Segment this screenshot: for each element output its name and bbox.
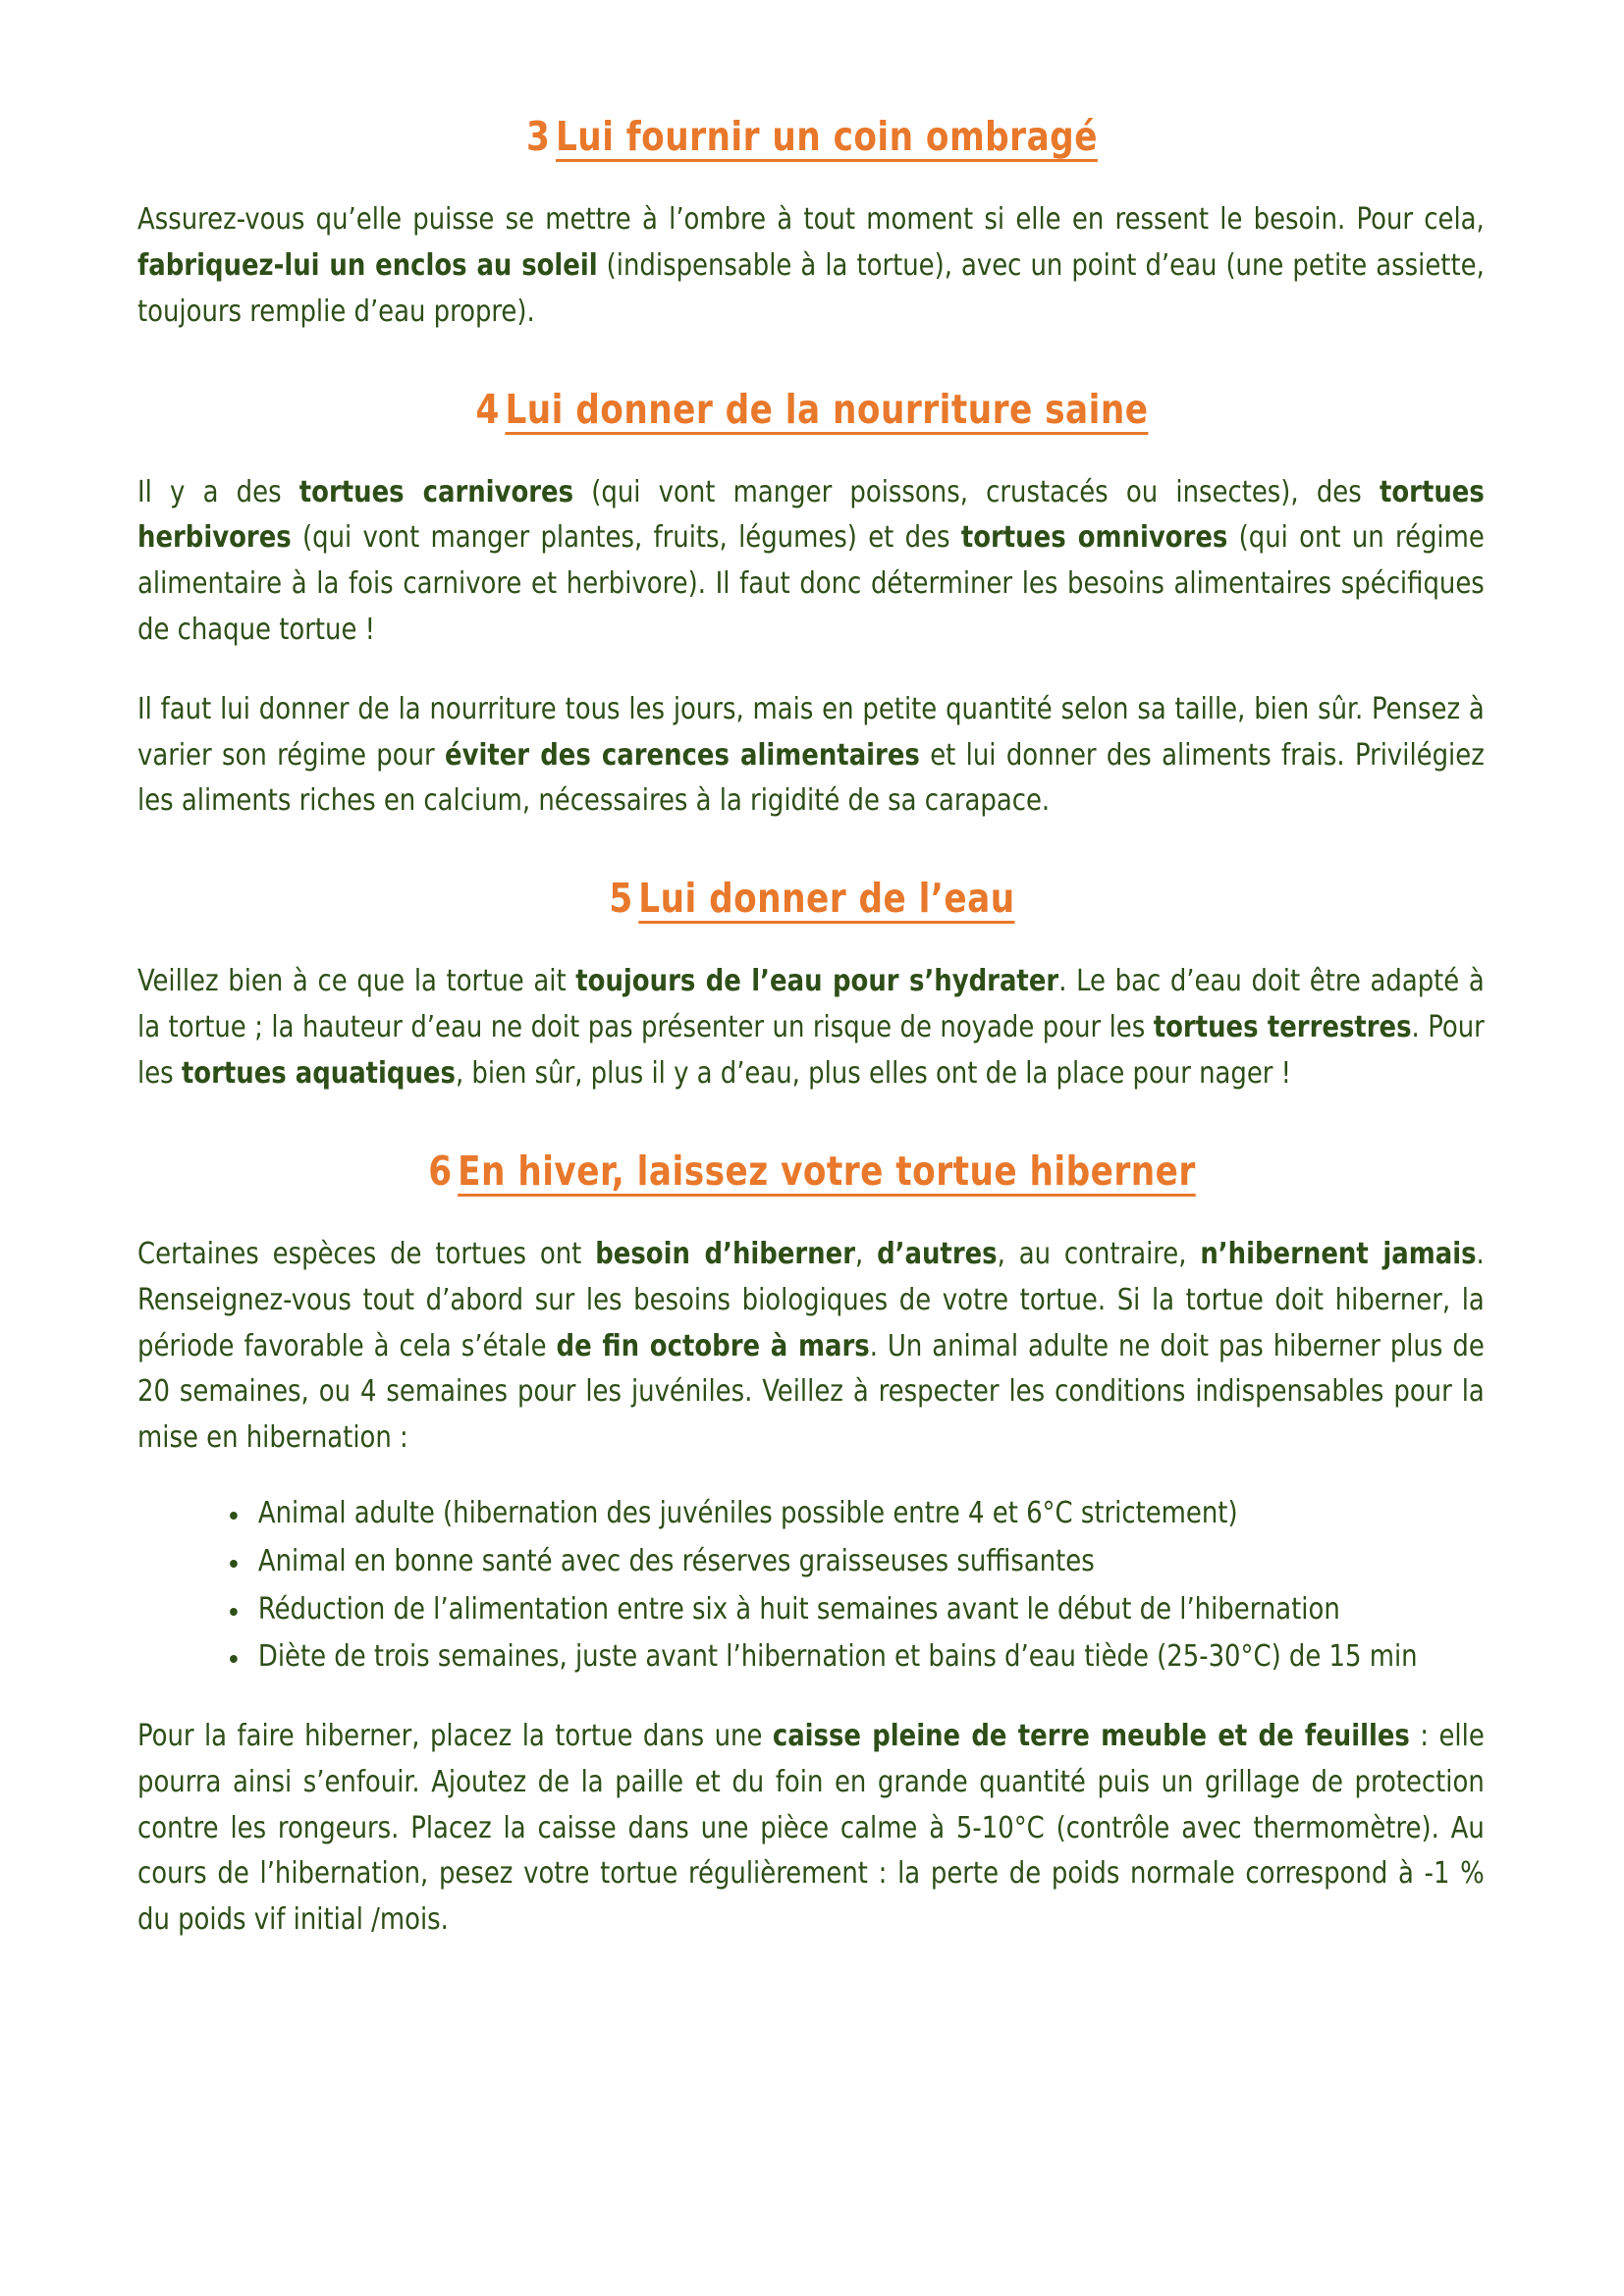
body-text: (qui vont manger plantes, fruits, légumes) et des xyxy=(291,520,961,556)
list-item: Animal adulte (hibernation des juvéniles possible entre 4 et 6°C strictement) xyxy=(228,1491,1485,1537)
body-text: Assurez-vous qu’elle puisse se mettre à l’ombre à tout moment si elle en ressent le besoin. Pour cela, xyxy=(137,202,1485,238)
body-text: , au contraire, xyxy=(997,1236,1201,1271)
body-text: Certaines espèces de tortues ont xyxy=(137,1236,596,1271)
emphasis-text: tortues aquatiques xyxy=(181,1055,456,1091)
section-number-3: 3 xyxy=(526,113,551,160)
emphasis-text: tortues herbivores xyxy=(137,474,1485,556)
section-number-4: 4 xyxy=(475,385,500,433)
body-text: : elle pourra ainsi s’enfouir. Ajoutez de la paille et du foin en grande quantité puis un grillage de protection contre les rongeurs. Placez la caisse dans une pièce calme à 5-10°C (contrôle avec thermomètre). Au cours de l’hibernation, pesez votre tortue régulièrement : la perte de poids normale correspond à -1 % du poids vif initial /mois. xyxy=(137,1719,1485,1938)
section-number-5: 5 xyxy=(609,875,633,923)
emphasis-text: n’hibernent jamais xyxy=(1200,1236,1477,1271)
emphasis-text: de fin octobre à mars xyxy=(556,1328,870,1363)
section-title-3: Lui fournir un coin ombragé xyxy=(555,113,1098,160)
emphasis-text: fabriquez-lui un enclos au soleil xyxy=(137,247,598,283)
emphasis-text: besoin d’hiberner xyxy=(595,1236,855,1271)
body-text: . Un animal adulte ne doit pas hiberner plus de 20 semaines, ou 4 semaines pour les juvéniles. Veillez à respecter les conditions indispensables pour la mise en hibernation : xyxy=(137,1328,1485,1456)
section-6-paragraph-1 xyxy=(137,1232,1485,1462)
body-text: (qui ont un régime alimentaire à la fois carnivore et herbivore). Il faut donc déterminer les besoins alimentaires spécifiques de chaque tortue ! xyxy=(137,520,1485,648)
body-text: , bien sûr, plus il y a d’eau, plus elles ont de la place pour nager ! xyxy=(455,1055,1292,1091)
hibernation-conditions-list xyxy=(137,1491,1485,1681)
emphasis-text: éviter des carences alimentaires xyxy=(444,737,920,773)
body-text: Pour la faire hiberner, placez la tortue dans une xyxy=(137,1719,773,1754)
body-text: , xyxy=(854,1236,878,1271)
section-heading-4 xyxy=(185,387,1439,433)
emphasis-text: d’autres xyxy=(877,1236,998,1271)
body-text: . Le bac d’eau doit être adapté à la tortue ; la hauteur d’eau ne doit pas présenter un risque de noyade pour les xyxy=(137,964,1485,1045)
section-title-4: Lui donner de la nourriture saine xyxy=(505,385,1149,433)
section-5-paragraph-1 xyxy=(137,959,1485,1096)
section-heading-3 xyxy=(185,114,1439,160)
section-4-paragraph-2 xyxy=(137,687,1485,825)
body-text: . Renseignez-vous tout d’abord sur les besoins biologiques de votre tortue. Si la tortue doit hiberner, la période favorable à cela s’étale xyxy=(137,1236,1485,1363)
emphasis-text: tortues carnivores xyxy=(298,474,574,509)
body-text: Il y a des xyxy=(137,474,299,509)
body-text: . Pour les xyxy=(137,1010,1485,1091)
body-text: (indispensable à la tortue), avec un point d’eau (une petite assiette, toujours remplie d’eau propre). xyxy=(137,247,1485,329)
section-4-paragraph-1 xyxy=(137,470,1485,654)
body-text: Il faut lui donner de la nourriture tous les jours, mais en petite quantité selon sa taille, bien sûr. Pensez à varier son régime pour xyxy=(137,691,1485,773)
emphasis-text: tortues terrestres xyxy=(1153,1010,1412,1045)
section-6-closing-paragraph xyxy=(137,1714,1485,1944)
body-text: Veillez bien à ce que la tortue ait xyxy=(137,964,576,999)
section-heading-6 xyxy=(185,1148,1439,1195)
emphasis-text: toujours de l’eau pour s’hydrater xyxy=(575,964,1059,999)
emphasis-text: caisse pleine de terre meuble et de feuilles xyxy=(772,1719,1410,1754)
section-heading-5 xyxy=(185,876,1439,922)
section-title-6: En hiver, laissez votre tortue hiberner xyxy=(458,1147,1196,1195)
list-item: Réduction de l’alimentation entre six à huit semaines avant le début de l’hibernation xyxy=(228,1587,1485,1633)
section-3-paragraph-1 xyxy=(137,197,1485,335)
section-number-6: 6 xyxy=(428,1147,453,1195)
list-item: Animal en bonne santé avec des réserves graisseuses suffisantes xyxy=(228,1539,1485,1585)
emphasis-text: tortues omnivores xyxy=(960,520,1228,556)
body-text: (qui vont manger poissons, crustacés ou insectes), des xyxy=(573,474,1380,509)
section-title-5: Lui donner de l’eau xyxy=(638,875,1015,923)
body-text: et lui donner des aliments frais. Privilégiez les aliments riches en calcium, nécessaires à la rigidité de sa carapace. xyxy=(137,737,1485,819)
list-item: Diète de trois semaines, juste avant l’hibernation et bains d’eau tiède (25-30°C) de 15 min xyxy=(228,1634,1485,1681)
